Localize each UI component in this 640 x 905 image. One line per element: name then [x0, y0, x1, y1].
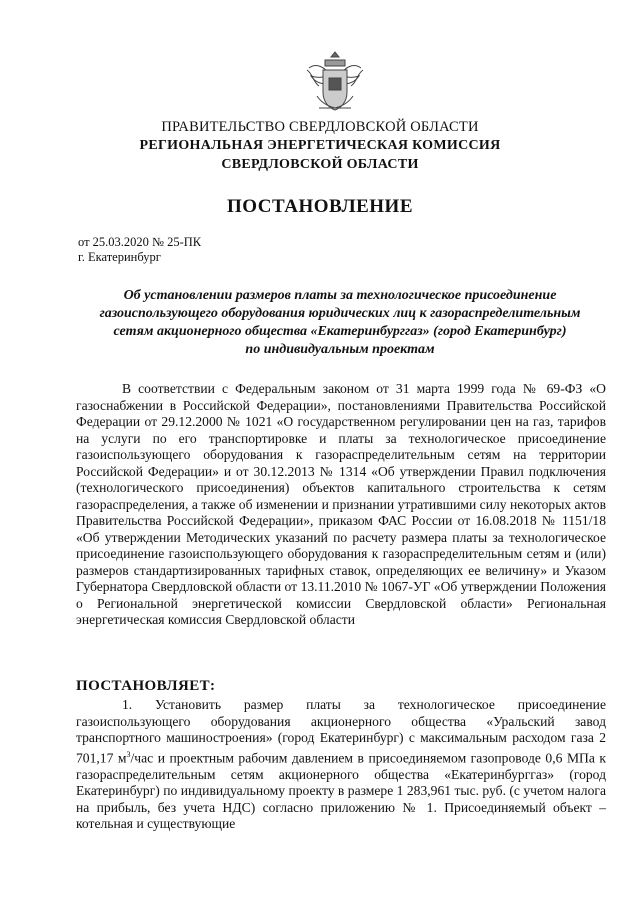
government-name: ПРАВИТЕЛЬСТВО СВЕРДЛОВСКОЙ ОБЛАСТИ [161, 119, 479, 135]
subject-line: сетям акционерного общества «Екатеринбурггаз» (город Екатеринбург) [113, 324, 567, 339]
subject-line: по индивидуальным проектам [245, 342, 435, 357]
commission-region: СВЕРДЛОВСКОЙ ОБЛАСТИ [221, 157, 419, 172]
item1-text-part2: /час и проектным рабочим давлением в присоединяемом газопроводе 0,6 МПа к газораспределительным сетям акционерного общества «Екатеринбурггаз» (город Екатеринбург) по индивидуальному проекту в размере 1 283,961 тыс. руб. (с учетом налога на прибыль, без учета НДС) согласно приложению № 1. Присоединяемый объект – котельная и существующие [76, 750, 606, 832]
resolves-heading: ПОСТАНОВЛЯЕТ: [76, 678, 216, 694]
resolution-item-1 [76, 697, 606, 833]
preamble-paragraph: В соответствии с Федеральным законом от 31 марта 1999 года № 69-ФЗ «О газоснабжении в Российской Федерации», постановлениями Правительства Российской Федерации от 29.12.2000 № 1021 «О государственном регулировании цен на газ, тарифов на услуги по его транспортировке и платы за технологическое присоединение газоиспользующего оборудования к газораспределительным сетям на территории Российской Федерации» и от 30.12.2013 № 1314 «Об утверждении Правил подключения (технологического присоединения) объектов капитального строительства к сетям газораспределения, а также об изменении и признании утратившими силу некоторых актов Правительства Российской Федерации», приказом ФАС России от 16.08.2018 № 1151/18 «Об утверждении Методических указаний по расчету размера платы за технологическое присоединение газоиспользующего оборудования к газораспределительным сетям и (или) размеров стандартизированных тарифных ставок, определяющих ее величину» и Указом Губернатора Свердловской области от 13.11.2010 № 1067-УГ «Об утверждении Положения о Региональной энергетической комиссии Свердловской области» Региональная энергетическая комиссия Свердловской области [76, 381, 606, 627]
coat-of-arms-icon [303, 48, 367, 118]
subject-line: газоиспользующего оборудования юридических лиц к газораспределительным [99, 306, 581, 321]
document-date-number: от 25.03.2020 № 25-ПК [78, 235, 202, 249]
document-title: ПОСТАНОВЛЕНИЕ [226, 196, 414, 217]
document-subject [70, 287, 610, 359]
item1-superscript: 3 [126, 749, 131, 759]
subject-line: Об установлении размеров платы за технологическое присоединение [123, 288, 557, 303]
document-city: г. Екатеринбург [78, 250, 161, 264]
commission-name: РЕГИОНАЛЬНАЯ ЭНЕРГЕТИЧЕСКАЯ КОМИССИЯ [139, 138, 501, 153]
item1-text-part1: 1. Установить размер платы за технологическое присоединение газоиспользующего оборудования акционерного общества «Уральский завод транспортного машиностроения» (город Екатеринбург) с максимальным расходом газа 2 701,17 м [76, 697, 606, 766]
